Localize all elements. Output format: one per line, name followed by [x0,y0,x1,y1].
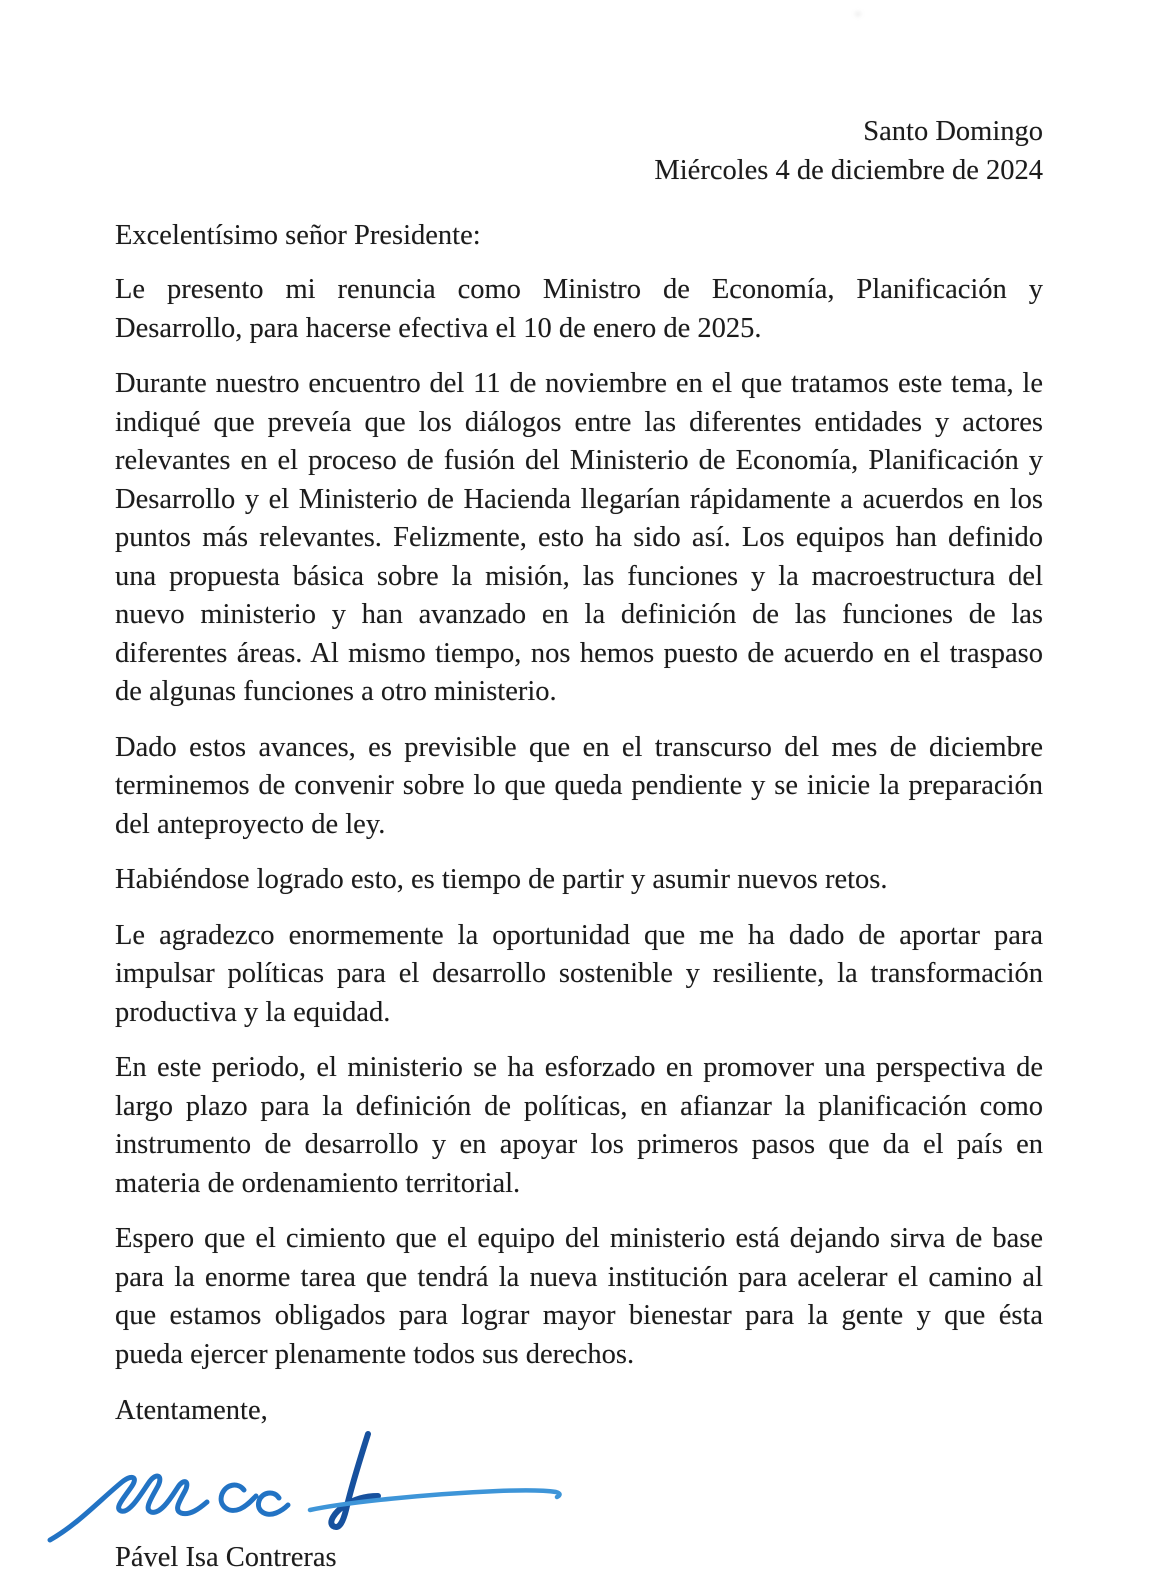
signer-name: Pável Isa Contreras [115,1542,337,1573]
paragraph-resignation: Le presento mi renuncia como Ministro de Economía, Planificación y Desarrollo, para hacerse efectiva el 10 de enero de 2025. [115,274,1043,344]
salutation: Excelentísimo señor Presidente: [115,220,481,251]
signature-stroke-tall [331,1434,378,1527]
paragraph-gratitude: Le agradezco enormemente la oportunidad que me ha dado de aportar para impulsar políticas para el desarrollo sostenible y resiliente, la transformación productiva y la equidad. [115,919,1043,1028]
signature-stroke-main [50,1476,207,1540]
scan-speck [855,12,861,16]
dateline-place: Santo Domingo [863,116,1043,147]
paragraph-progress: Dado estos avances, es previsible que en el transcurso del mes de diciembre terminemos de convenir sobre lo que queda pendiente y se inicie la preparación del anteproyecto de ley. [115,731,1043,840]
signature-stroke-cc [221,1485,288,1514]
dateline [115,112,1043,190]
closing: Atentamente, [115,1395,268,1426]
paragraph-new-challenges: Habiéndose logrado esto, es tiempo de partir y asumir nuevos retos. [115,864,888,895]
paragraph-hope: Espero que el cimiento que el equipo del ministerio está dejando sirva de base para la enorme tarea que tendrá la nueva institución para acelerar el camino al que estamos obligados para lograr mayor bienestar para la gente y que ésta pueda ejercer plenamente todos sus derechos. [115,1223,1043,1370]
signature-block [115,1430,1043,1590]
dateline-date: Miércoles 4 de diciembre de 2024 [654,155,1043,186]
paragraph-meeting: Durante nuestro encuentro del 11 de noviembre en el que tratamos este tema, le indiqué que preveía que los diálogos entre las diferentes entidades y actores relevantes en el proceso de fusión del Ministerio de Economía, Planificación y Desarrollo y el Ministerio de Hacienda llegarían rápidamente a acuerdos en los puntos más relevantes. Felizmente, esto ha sido así. Los equipos han definido una propuesta básica sobre la misión, las funciones y la macroestructura del nuevo ministerio y han avanzado en la definición de las funciones de las diferentes áreas. Al mismo tiempo, nos hemos puesto de acuerdo en el traspaso de algunas funciones a otro ministerio. [115,368,1043,707]
paragraph-achievements: En este periodo, el ministerio se ha esforzado en promover una perspectiva de largo plazo para la definición de políticas, en afianzar la planificación como instrumento de desarrollo y en apoyar los primeros pasos que da el país en materia de ordenamiento territorial. [115,1052,1043,1199]
